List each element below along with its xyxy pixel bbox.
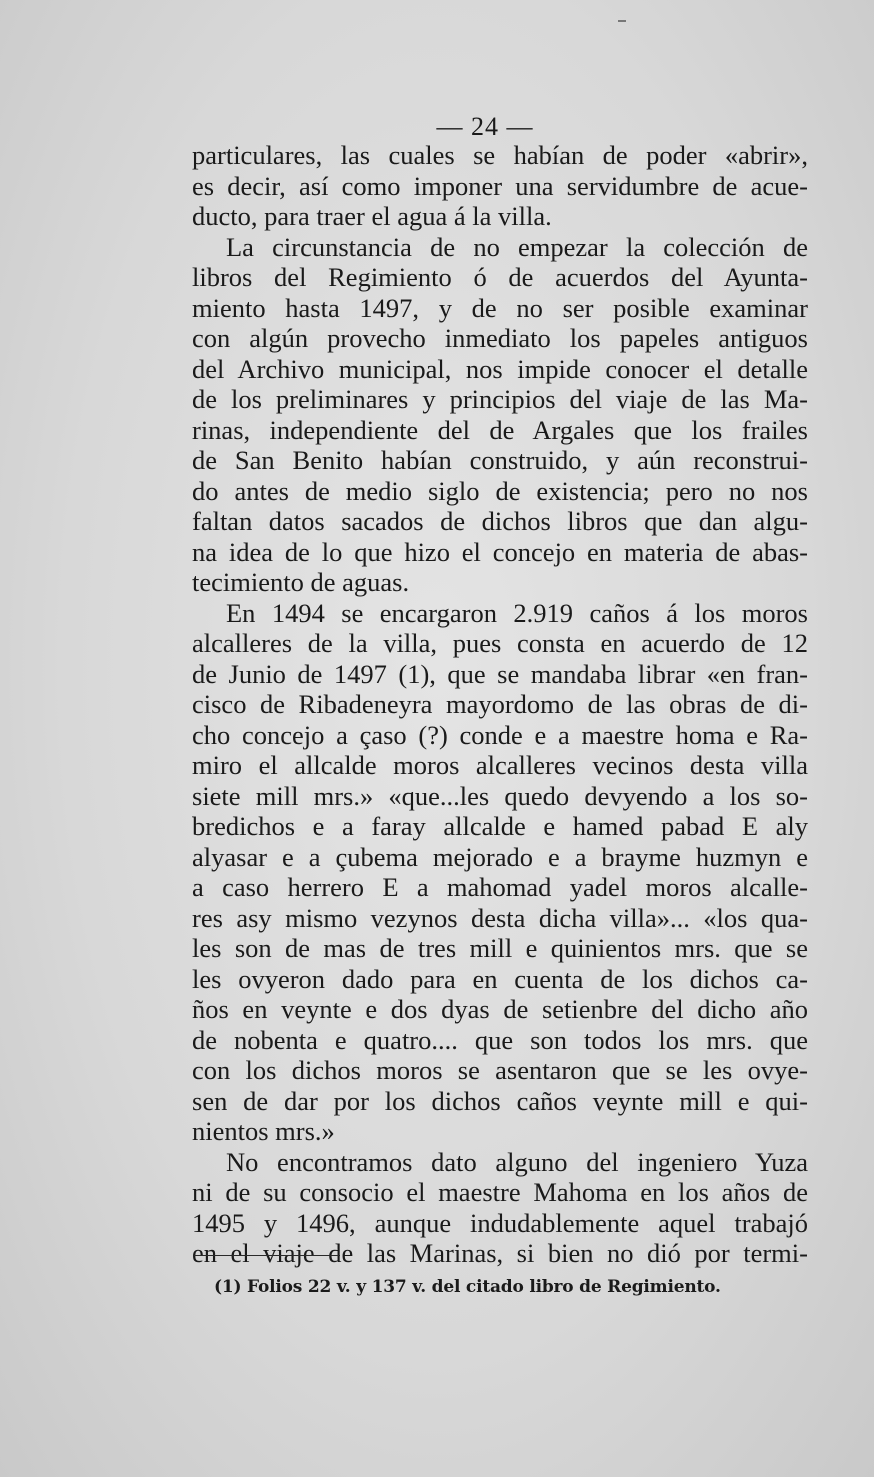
text-line: res asy mismo vezynos desta dicha villa»... «los qua- bbox=[192, 902, 808, 933]
footnote-separator bbox=[194, 1255, 340, 1256]
text-line: de San Benito habían construido, y aún reconstrui- bbox=[192, 445, 808, 475]
text-line: les ovyeron dado para en cuenta de los dichos ca- bbox=[192, 963, 808, 994]
text-line: de Junio de 1497 (1), que se mandaba librar «en fran- bbox=[192, 658, 808, 689]
text-line: faltan datos sacados de dichos libros que dan algu- bbox=[192, 506, 808, 536]
text-line: ños en veynte e dos dyas de setienbre del dicho año bbox=[192, 994, 808, 1024]
text-line: con los dichos moros se asentaron que se les ovye- bbox=[192, 1055, 808, 1085]
scan-speck bbox=[618, 20, 626, 22]
text-line: cisco de Ribadeneyra mayordomo de las obras de di- bbox=[192, 689, 808, 719]
text-line: siete mill mrs.» «que...les quedo devyendo a los so- bbox=[192, 780, 808, 811]
text-line: alyasar e a çubema mejorado e a brayme huzmyn e bbox=[192, 841, 808, 872]
text-line: La circunstancia de no empezar la colección de bbox=[226, 231, 808, 262]
text-line: En 1494 se encargaron 2.919 caños á los moros bbox=[226, 597, 808, 628]
text-line: miro el allcalde moros alcalleres vecinos desta villa bbox=[192, 750, 808, 780]
text-line: en el viaje de las Marinas, si bien no dió por termi- bbox=[192, 1238, 808, 1268]
text-line: sen de dar por los dichos caños veynte mill e qui- bbox=[192, 1085, 808, 1116]
text-line: na idea de lo que hizo el concejo en materia de abas- bbox=[192, 536, 808, 567]
text-line: cho concejo a çaso (?) conde e a maestre homa e Ra- bbox=[192, 719, 808, 750]
text-line: de nobenta e quatro.... que son todos los mrs. que bbox=[192, 1024, 808, 1055]
text-line: ducto, para traer el agua á la villa. bbox=[192, 201, 552, 231]
text-line: a caso herrero E a mahomad yadel moros alcalle- bbox=[192, 872, 808, 902]
text-line: les son de mas de tres mill e quinientos mrs. que se bbox=[192, 933, 808, 963]
text-line: particulares, las cuales se habían de poder «abrir», bbox=[192, 140, 808, 170]
text-line: de los preliminares y principios del viaje de las Ma- bbox=[192, 384, 808, 414]
text-line: nientos mrs.» bbox=[192, 1116, 335, 1146]
text-line: es decir, así como imponer una servidumbre de acue- bbox=[192, 170, 808, 201]
text-line: libros del Regimiento ó de acuerdos del Ayunta- bbox=[192, 262, 808, 292]
text-line: alcalleres de la villa, pues consta en acuerdo de 12 bbox=[192, 628, 808, 658]
text-line: ni de su consocio el maestre Mahoma en los años de bbox=[192, 1177, 808, 1207]
text-line: 1495 y 1496, aunque indudablemente aquel trabajó bbox=[192, 1207, 808, 1238]
text-line: rinas, independiente del de Argales que los frailes bbox=[192, 414, 808, 445]
text-line: miento hasta 1497, y de no ser posible examinar bbox=[192, 292, 808, 323]
body-text bbox=[192, 140, 808, 1269]
text-line: bredichos e a faray allcalde e hamed pabad E aly bbox=[192, 811, 808, 841]
text-line: tecimiento de aguas. bbox=[192, 567, 410, 597]
footnote: (1) Folios 22 v. y 137 v. del citado libro de Regimiento. bbox=[214, 1277, 721, 1297]
text-line: do antes de medio siglo de existencia; pero no nos bbox=[192, 475, 808, 506]
text-line: con algún provecho inmediato los papeles antiguos bbox=[192, 323, 808, 353]
text-line: del Archivo municipal, nos impide conocer el detalle bbox=[192, 353, 808, 384]
page-number: — 24 — bbox=[436, 112, 534, 141]
text-line: No encontramos dato alguno del ingeniero Yuza bbox=[226, 1146, 808, 1177]
